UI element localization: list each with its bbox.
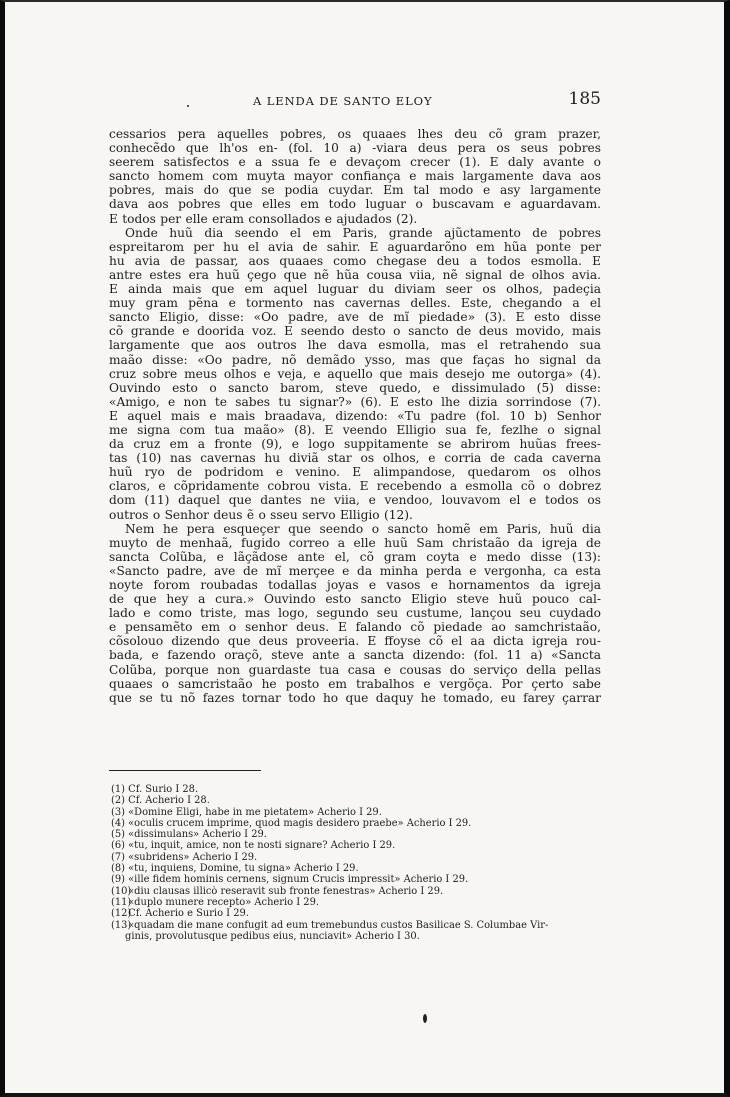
- body-line: cõsolouo dizendo que deus proveeria. E ffoyse cõ el aa dicta igreja rou-: [109, 634, 601, 649]
- footnote: [111, 874, 603, 885]
- body-line: antre estes era huũ çego que nẽ hũa cousa viia, nẽ signal de olhos avia.: [109, 267, 601, 282]
- body-line: conhecẽdo que lh'os en- (fol. 10 a) -viara deus pera os seus pobres: [109, 141, 601, 156]
- footnote-number: (4): [111, 817, 125, 829]
- footnote-number: (11): [111, 896, 132, 908]
- footnote: [111, 807, 603, 818]
- body-line: lado e como triste, mas logo, segundo seu custume, lançou seu cuydado: [109, 606, 601, 621]
- footnote-number: (7): [111, 851, 125, 863]
- footnote-text: «diu clausas illicò reseravit sub fronte fenestras» Acherio I 29.: [128, 885, 444, 897]
- body-line: sancta Colũba, e lãçãdose ante el, cõ gram coyta e medo disse (13):: [109, 549, 601, 564]
- body-line: claros, e cõpridamente cobrou vista. E recebendo a esmolla cõ o dobrez: [109, 479, 601, 494]
- footnotes: [111, 784, 603, 942]
- footnote-number: (3): [111, 806, 125, 818]
- ink-speck: [187, 105, 189, 107]
- footnote-number: (13): [111, 919, 132, 931]
- body-line: bada, e fazendo oraçõ, steve ante a sancta dizendo: (fol. 11 a) «Sancta: [109, 648, 601, 663]
- body-line: e pensamẽto em o senhor deus. E falando cõ piedade ao samchristaão,: [109, 620, 601, 635]
- body-line: tas (10) nas cavernas hu diviã star os olhos, e corria de cada caverna: [109, 451, 601, 466]
- footnote-number: (8): [111, 863, 125, 875]
- body-line: dava aos pobres que elles em todo luguar o buscavam e aguardavam.: [109, 197, 601, 212]
- footnote-text: Cf. Surio I 28.: [128, 784, 199, 795]
- footnote: [111, 863, 603, 874]
- body-line: «Sancto padre, ave de mĩ merçee e da minha perda e vergonha, ca esta: [109, 563, 601, 578]
- body-line: Onde huũ dia seendo el em Paris, grande ajũctamento de pobres: [125, 225, 601, 240]
- footnote-text: «ille fidem hominis cernens, signum Crucis impressit» Acherio I 29.: [128, 874, 469, 886]
- footnote-text: «dissimulans» Acherio I 29.: [128, 829, 267, 841]
- footnote: [111, 897, 603, 908]
- body-line: da cruz em a fronte (9), e logo suppitamente se abrirom huũas frees-: [109, 437, 601, 452]
- footnote-number: (12): [111, 908, 132, 920]
- body-line: sancto Eligio, disse: «Oo padre, ave de mĩ piedade» (3). E esto disse: [109, 310, 601, 325]
- footnote-number: (1): [111, 784, 125, 795]
- footnote-continuation: [111, 931, 603, 942]
- body-line: que se tu nõ fazes tornar todo ho que daquy he tomado, eu farey çarrar: [109, 690, 601, 705]
- body-line: de que hey a cura.» Ouvindo esto sancto Eligio steve huũ pouco cal-: [109, 592, 601, 607]
- body-line: espreitarom per hu el avia de sahir. E aguardarõno em hũa ponte per: [109, 239, 601, 254]
- body-line: Ouvindo esto o sancto barom, steve quedo, e dissimulado (5) disse:: [109, 380, 601, 395]
- page-header: [109, 89, 601, 113]
- body-line: seerem satisfectos e a ssua fe e devaçom crecer (1). E daly avante o: [109, 155, 601, 170]
- footnote-divider: [109, 770, 261, 771]
- footnote: [111, 795, 603, 806]
- body-line: muyto de menhaã, fugido correo a elle huũ Sam christaão da igreja de: [109, 535, 601, 550]
- body-line: E aquel mais e mais braadava, dizendo: «Tu padre (fol. 10 b) Senhor: [109, 408, 601, 423]
- running-title: A LENDA DE SANTO ELOY: [253, 94, 433, 108]
- ink-speck: [423, 1014, 427, 1023]
- body-line: pobres, mais do que se podia cuydar. Em tal modo e asy largamente: [109, 183, 601, 198]
- body-line: Nem he pera esqueçer que seendo o sancto homẽ em Paris, huũ dia: [125, 521, 601, 536]
- footnote-number: (2): [111, 795, 125, 807]
- footnote: [111, 908, 603, 919]
- body-line: huũ ryo de podridom e venino. E alimpandose, quedarom os olhos: [109, 465, 601, 480]
- footnote: [111, 818, 603, 829]
- body-line: outros o Senhor deus ẽ o sseu servo Elligio (12).: [109, 507, 413, 522]
- footnote-text: «tu, inquiens, Domine, tu signa» Acherio I 29.: [128, 863, 359, 875]
- body-line: muy gram pẽna e tormento nas cavernas delles. Este, chegando a el: [109, 296, 601, 311]
- footnote-text: «oculis crucem imprime, quod magis desidero praebe» Acherio I 29.: [128, 817, 472, 829]
- body-line: maão disse: «Oo padre, nõ demãdo ysso, mas que faças ho signal da: [109, 352, 601, 367]
- body-text: [109, 127, 601, 705]
- body-line: largamente que aos outros lhe dava esmolla, mas el retrahendo sua: [109, 338, 601, 353]
- body-line: cessarios pera aquelles pobres, os quaaes lhes deu cõ gram prazer,: [109, 127, 601, 141]
- body-line: hu avia de passar, aos quaaes como chegase deu a todos esmolla. E: [109, 253, 601, 268]
- page-number: 185: [568, 89, 601, 109]
- body-line: cõ grande e doorida voz. E seendo desto o sancto de deus movido, mais: [109, 324, 601, 339]
- footnote: [111, 829, 603, 840]
- footnote-text: «Domine Eligi, habe in me pietatem» Acherio I 29.: [128, 806, 382, 818]
- footnote-text: Cf. Acherio e Surio I 29.: [128, 908, 249, 920]
- footnote-text: «subridens» Acherio I 29.: [128, 851, 258, 863]
- body-line: sancto homem com muyta mayor confiança e mais largamente dava aos: [109, 169, 601, 184]
- footnote-number: (5): [111, 829, 125, 841]
- footnote-text: «tu, inquit, amice, non te nosti signare? Acherio I 29.: [128, 840, 396, 852]
- footnote: [111, 840, 603, 851]
- footnote-number: (10): [111, 885, 132, 897]
- footnote: [111, 920, 603, 931]
- footnote-text: «quadam die mane confugit ad eum tremebundus custos Basilicae S. Columbae Vir-: [128, 919, 549, 931]
- body-line: Colũba, porque non guardaste tua casa e cousas do serviço della pellas: [109, 662, 601, 677]
- body-line: cruz sobre meus olhos e veja, e aquello que mais desejo me outorga» (4).: [109, 366, 601, 381]
- footnote: [111, 852, 603, 863]
- body-line: quaaes o samcristaão he posto em trabalhos e vergõça. Por çerto sabe: [109, 676, 601, 691]
- footnote-text: ginis, provolutusque pedibus eius, nunciavit» Acherio I 30.: [125, 930, 420, 942]
- body-line: E todos per elle eram consollados e ajudados (2).: [109, 211, 418, 226]
- body-line: me signa com tua maão» (8). E veendo Elligio sua fe, fezlhe o signal: [109, 422, 601, 437]
- body-line: «Amigo, e non te sabes tu signar?» (6). E esto lhe dizia sorrindose (7).: [109, 394, 601, 409]
- footnote: [111, 886, 603, 897]
- footnote-number: (6): [111, 840, 125, 852]
- footnote-text: Cf. Acherio I 28.: [128, 795, 210, 807]
- footnote-number: (9): [111, 874, 125, 886]
- body-line: noyte forom roubadas todallas joyas e vasos e hornamentos da igreja: [109, 578, 601, 592]
- body-line: E ainda mais que em aquel luguar du diviam seer os olhos, padeçia: [109, 282, 601, 297]
- body-line: dom (11) daquel que dantes ne viia, e vendoo, louvavom el e todos os: [109, 493, 601, 508]
- footnote-text: «duplo munere recepto» Acherio I 29.: [128, 896, 319, 908]
- footnote: [111, 784, 603, 795]
